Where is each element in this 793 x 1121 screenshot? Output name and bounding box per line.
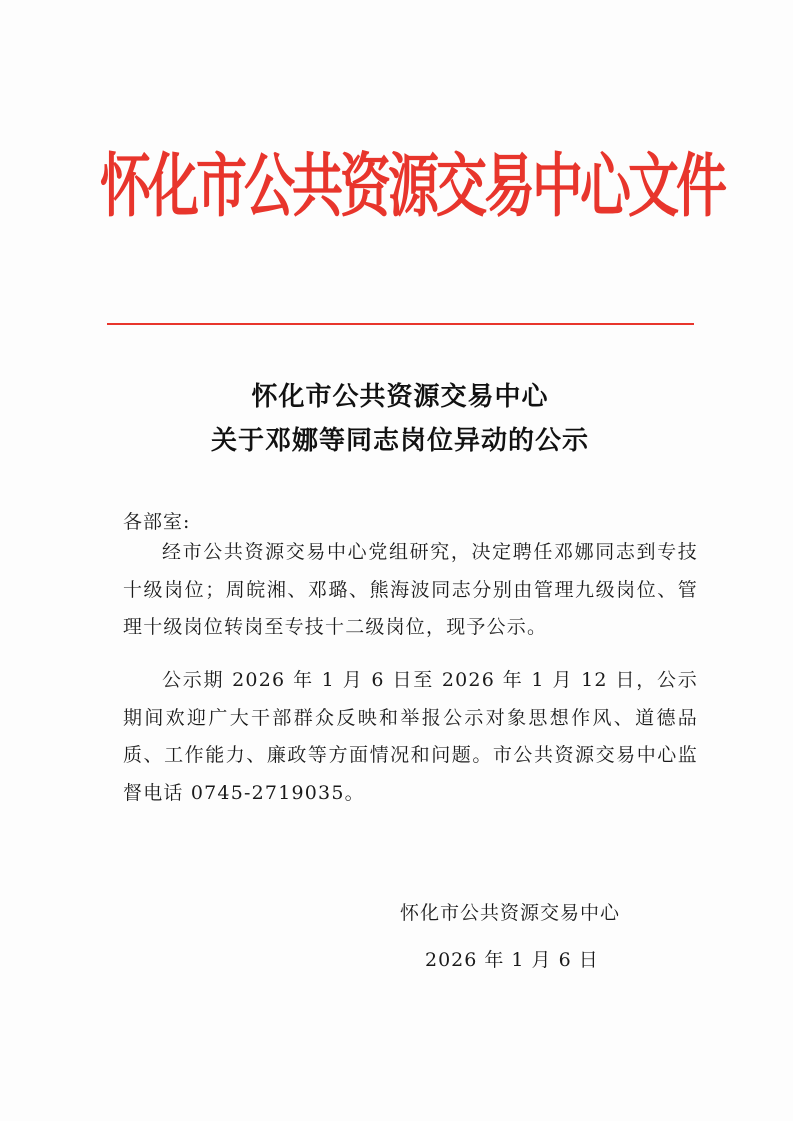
salutation: 各部室: (123, 511, 191, 533)
masthead-divider (107, 323, 694, 325)
document-title-line2: 关于邓娜等同志岗位异动的公示 (210, 426, 589, 456)
document-title-line1: 怀化市公共资源交易中心 (251, 382, 549, 412)
signature-date: 2026 年 1 月 6 日 (425, 949, 599, 971)
document-masthead: 怀化市公共资源交易中心文件 (100, 147, 725, 228)
body-paragraph-2: 公示期 2026 年 1 月 6 日至 2026 年 1 月 12 日，公示期间欢迎广大干部群众反映和举报公示对象思想作风、道德品质、工作能力、廉政等方面情况和问题。市公共资源交易中心监督电话 0745-2719035。 (123, 669, 698, 804)
body-paragraph-1: 经市公共资源交易中心党组研究，决定聘任邓娜同志到专技十级岗位；周皖湘、邓璐、熊海波同志分别由管理九级岗位、管理十级岗位转岗至专技十二级岗位，现予公示。 (123, 541, 698, 638)
signature-organization: 怀化市公共资源交易中心 (400, 902, 621, 924)
